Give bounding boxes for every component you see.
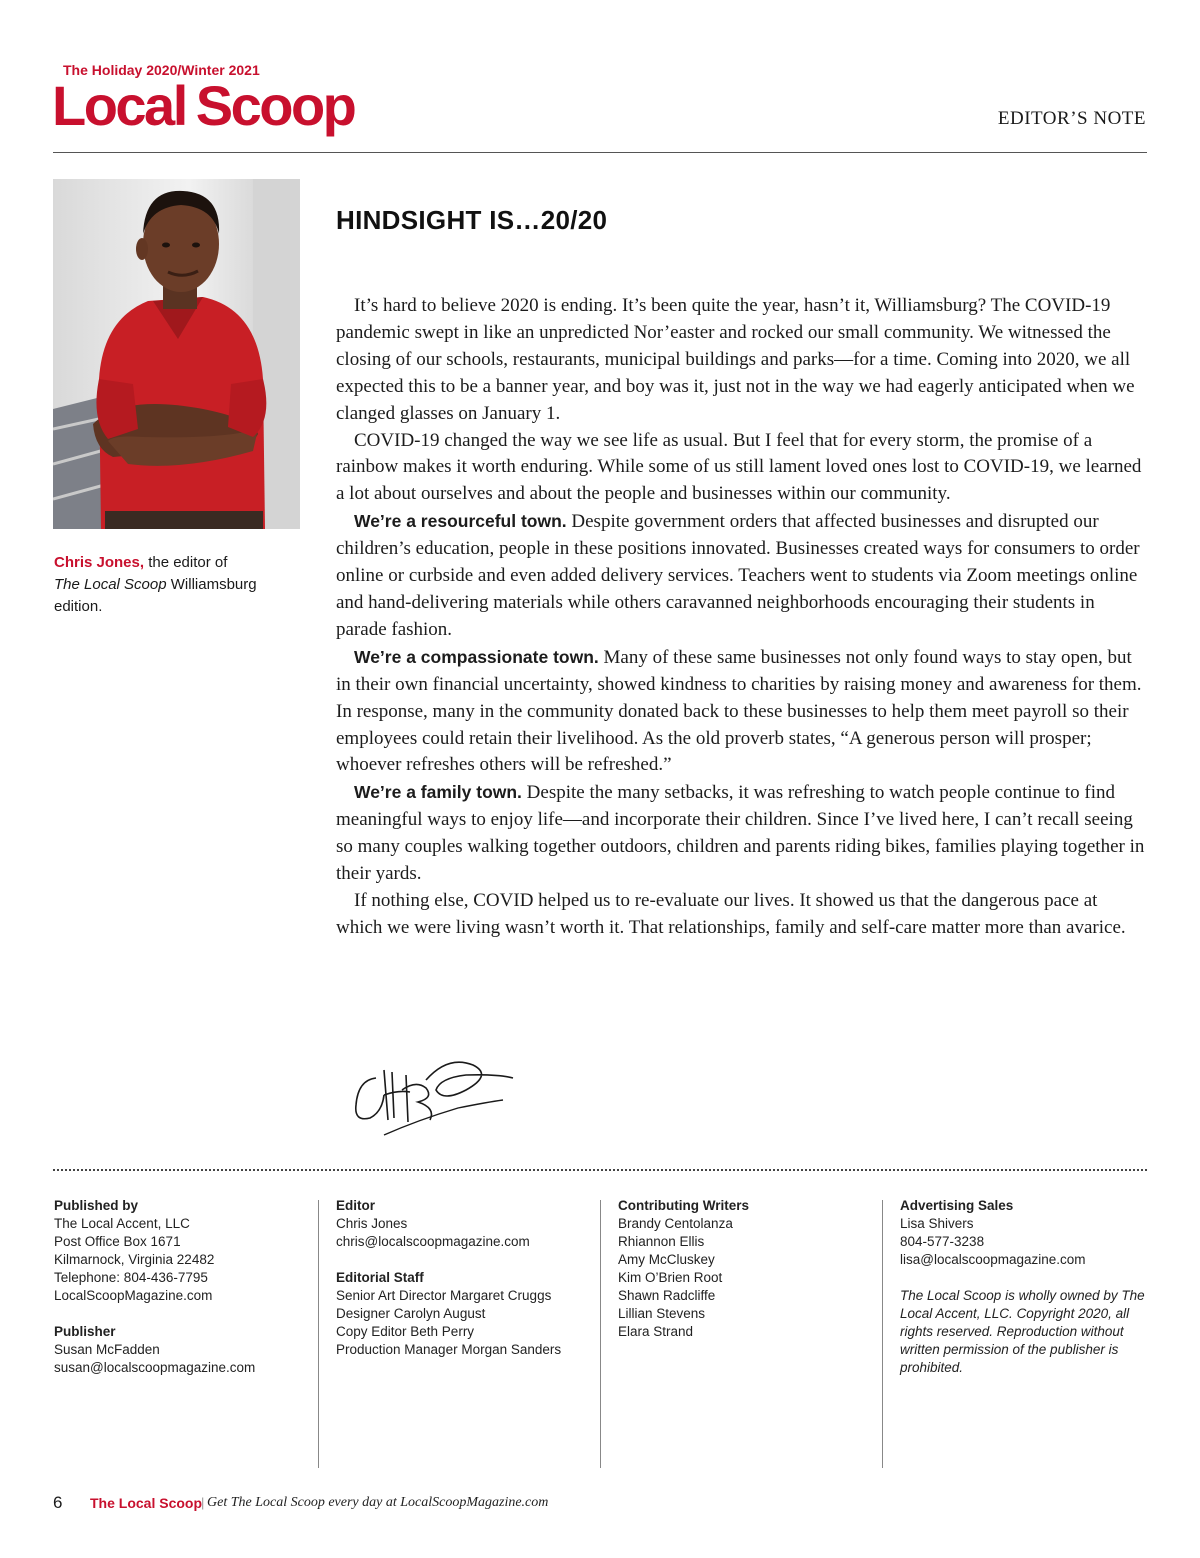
published-by-line: Post Office Box 1671 [54,1234,181,1249]
paragraph-5 [336,779,1148,888]
editorial-staff-line: Production Manager Morgan Sanders [336,1342,562,1357]
published-by-line: Telephone: 804-436-7795 [54,1270,208,1285]
publisher-heading: Publisher [54,1324,116,1339]
column-divider [882,1200,883,1468]
paragraph-4-text: Many of these same businesses not only found ways to stay open, but in their own financial uncertainty, showed kindness to charities by raising money and awareness for them. In response, many in the community donated back to these businesses to help them meet payroll so their employees could retain their livelihood. As the old proverb states, “A generous person will prosper; whoever refreshes others will be refreshed.” [336,646,1142,776]
editor-heading: Editor [336,1198,375,1213]
page-number: 6 [53,1493,63,1512]
photo-caption [54,552,294,618]
advertising-line: 804-577-3238 [900,1234,985,1249]
writer-name: Rhiannon Ellis [618,1234,705,1249]
column-divider [600,1200,601,1468]
caption-text-2: Williamsburg edition. [54,576,257,615]
paragraph-3 [336,508,1148,644]
paragraph-4-lead: We’re a compassionate town. [354,646,599,667]
article-body [336,293,1148,942]
masthead-column-3 [618,1197,868,1359]
masthead-column-4 [900,1197,1148,1377]
editorial-staff-line: Copy Editor Beth Perry [336,1324,475,1339]
writer-name: Shawn Radcliffe [618,1288,716,1303]
editor-portrait-icon [53,179,300,529]
published-by-line: The Local Accent, LLC [54,1216,190,1231]
editor-line: Chris Jones [336,1216,408,1231]
writer-name: Kim O’Brien Root [618,1270,723,1285]
writer-name: Amy McCluskey [618,1252,715,1267]
issue-date: The Holiday 2020/Winter 2021 [63,62,260,78]
paragraph-4 [336,644,1148,780]
editor-line: chris@localscoopmagazine.com [336,1234,530,1249]
published-by-heading: Published by [54,1198,139,1213]
logo-word-local: Local [52,74,186,137]
published-by-line: Kilmarnock, Virginia 22482 [54,1252,215,1267]
caption-publication: The Local Scoop [54,576,167,593]
copyright-notice: The Local Scoop is wholly owned by The Local Accent, LLC. Copyright 2020, all rights reserved. Reproduction without written permission of the publisher is prohibited. [900,1288,1145,1375]
paragraph-6: If nothing else, COVID helped us to re-evaluate our lives. It showed us that the dangerous pace at which we were living wasn’t worth it. That relationships, family and self-care matter more than avarice. [336,889,1126,938]
magazine-logo [52,74,354,138]
editorial-staff-line: Designer Carolyn August [336,1306,486,1321]
writer-name: Brandy Centolanza [618,1216,733,1231]
paragraph-5-text: Despite the many setbacks, it was refreshing to watch people continue to find meaningful ways to enjoy life—and incorporate their children. Since I’ve lived here, I can’t recall seeing so many couples walking together outdoors, children and parents riding bikes, families playing together in their yards. [336,782,1145,885]
masthead-column-2 [336,1197,586,1377]
editorial-staff-line: Senior Art Director Margaret Cruggs [336,1288,552,1303]
published-by-line: LocalScoopMagazine.com [54,1288,213,1303]
advertising-line: Lisa Shivers [900,1216,974,1231]
caption-name: Chris Jones, [54,554,145,571]
paragraph-5-lead: We’re a family town. [354,782,522,803]
advertising-sales-heading: Advertising Sales [900,1198,1014,1213]
paragraph-1: It’s hard to believe 2020 is ending. It’s been quite the year, hasn’t it, Williamsburg? The COVID-19 pandemic swept in like an unpredicted Nor’easter and rocked our small community. We witnessed the closing of our schools, restaurants, municipal buildings and parks—for a time. Coming into 2020, we all expected this to be a banner year, and boy was it, just not in the way we had eagerly anticipated when we clanged glasses on January 1. [336,295,1135,424]
contributing-writers-heading: Contributing Writers [618,1198,749,1213]
paragraph-3-lead: We’re a resourceful town. [354,511,567,532]
footer-dotted-divider [53,1169,1147,1171]
editorial-staff-heading: Editorial Staff [336,1270,424,1285]
writer-name: Lillian Stevens [618,1306,706,1321]
footer-brand: The Local Scoop [90,1495,203,1511]
footer-tagline: Get The Local Scoop every day at LocalScoopMagazine.com [207,1495,549,1510]
caption-text-1: the editor of [144,554,228,571]
publisher-line: susan@localscoopmagazine.com [54,1360,256,1375]
article-headline: HINDSIGHT IS…20/20 [336,205,608,235]
column-divider [318,1200,319,1468]
signature-icon [348,1050,518,1145]
editor-photo [53,179,300,529]
paragraph-3-text: Despite government orders that affected businesses and disrupted our children’s education, people in these positions innovated. Businesses created ways for consumers to order online or curbside and even added delivery services. Teachers went to students via Zoom meetings online and hand-delivering materials while others caravanned neighborhoods encouraging their students in parade fashion. [336,511,1140,640]
logo-word-scoop: Scoop [195,74,355,137]
header-divider [53,152,1147,153]
footer-separator: | [201,1495,205,1510]
publisher-line: Susan McFadden [54,1342,160,1357]
section-label: EDITOR’S NOTE [997,108,1146,129]
masthead-column-1 [54,1197,304,1395]
paragraph-2: COVID-19 changed the way we see life as usual. But I feel that for every storm, the promise of a rainbow makes it worth enduring. While some of us still lament loved ones lost to COVID-19, we learned a lot about ourselves and about the people and businesses within our community. [336,429,1142,505]
writer-name: Elara Strand [618,1324,694,1339]
advertising-line: lisa@localscoopmagazine.com [900,1252,1086,1267]
